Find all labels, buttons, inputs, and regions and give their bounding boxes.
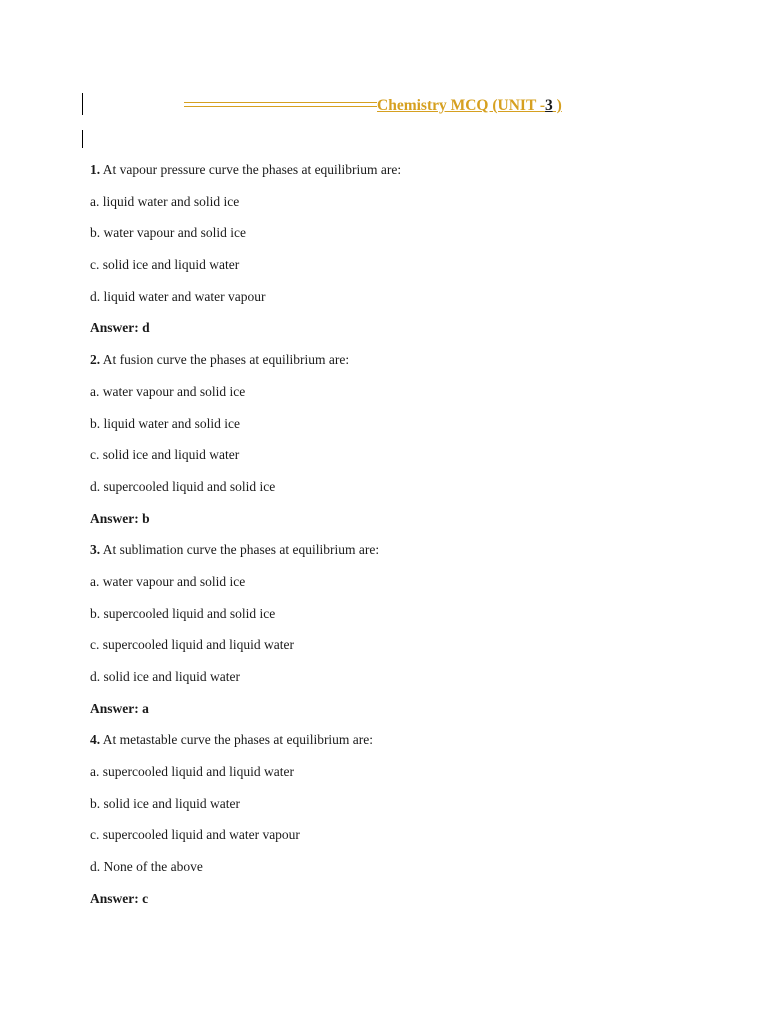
question-block xyxy=(90,540,730,730)
option-line: b. supercooled liquid and solid ice xyxy=(90,605,276,621)
option-line: b. solid ice and liquid water xyxy=(90,795,240,811)
option-line: d. liquid water and water vapour xyxy=(90,288,266,304)
option-line: c. solid ice and liquid water xyxy=(90,447,240,463)
question-line xyxy=(90,160,730,192)
question-number: 4. xyxy=(90,732,101,748)
title-suffix: ) xyxy=(552,97,562,114)
title-prefix: Chemistry MCQ (UNIT - xyxy=(377,97,546,114)
title-rule xyxy=(184,102,377,107)
answer-line: Answer: a xyxy=(90,700,149,716)
question-line xyxy=(90,350,730,382)
option-line: d. None of the above xyxy=(90,859,203,875)
option-line: a. liquid water and solid ice xyxy=(90,193,240,209)
question-block xyxy=(90,160,730,350)
text-cursor-mark xyxy=(82,93,83,115)
option-line: a. water vapour and solid ice xyxy=(90,573,246,589)
option-line: c. solid ice and liquid water xyxy=(90,257,240,273)
question-number: 2. xyxy=(90,352,101,368)
title-unit-number: 3 xyxy=(545,97,553,114)
question-text: At metastable curve the phases at equilibrium are: xyxy=(102,732,374,748)
document-title xyxy=(184,96,604,116)
question-text: At vapour pressure curve the phases at equilibrium are: xyxy=(102,162,402,177)
option-line: b. liquid water and solid ice xyxy=(90,415,240,431)
option-line: b. water vapour and solid ice xyxy=(90,225,246,241)
question-text: At sublimation curve the phases at equilibrium are: xyxy=(102,542,380,558)
question-line xyxy=(90,730,730,762)
mcq-list xyxy=(90,160,730,921)
question-text: At fusion curve the phases at equilibrium are: xyxy=(102,352,350,368)
option-line: d. supercooled liquid and solid ice xyxy=(90,478,276,494)
question-block xyxy=(90,730,730,920)
question-number: 3. xyxy=(90,542,101,558)
option-line: a. supercooled liquid and liquid water xyxy=(90,764,294,780)
option-line: c. supercooled liquid and liquid water xyxy=(90,637,294,653)
answer-line: Answer: d xyxy=(90,320,150,336)
answer-line: Answer: c xyxy=(90,890,149,906)
question-block xyxy=(90,350,730,540)
option-line: c. supercooled liquid and water vapour xyxy=(90,827,300,843)
question-number: 1. xyxy=(90,162,101,177)
option-line: a. water vapour and solid ice xyxy=(90,383,246,399)
answer-line: Answer: b xyxy=(90,510,150,526)
question-line xyxy=(90,540,730,572)
text-cursor-mark xyxy=(82,130,83,148)
option-line: d. solid ice and liquid water xyxy=(90,669,240,684)
